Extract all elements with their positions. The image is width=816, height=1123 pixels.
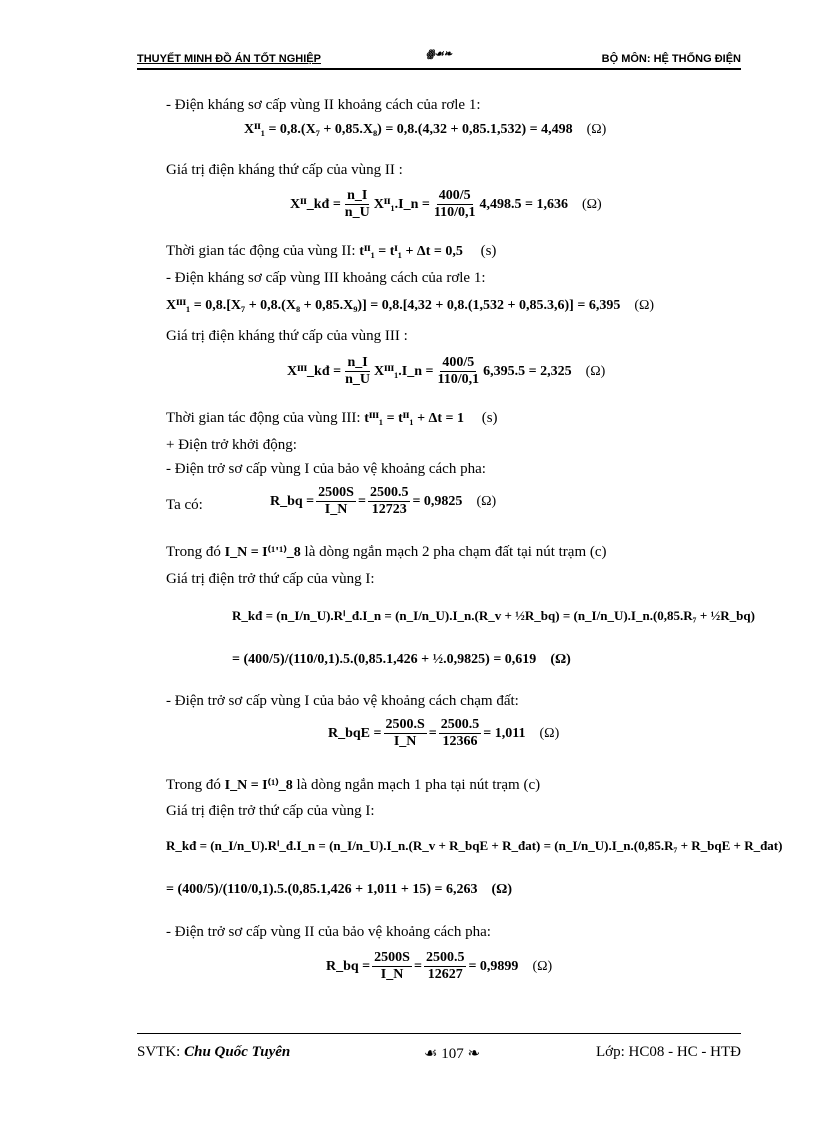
numerator: 400/5 (442, 355, 475, 370)
equation-text: = (400/5)/(110/0,1).5.(0,85.1,426 + ½.0,9825) = 0,619 (232, 652, 537, 667)
ohm-unit: (Ω) (585, 363, 606, 379)
equation-text: Xᴵᴵ₁ = 0,8.(X₇ + 0,85.X₈) = 0,8.(4,32 + 0,85.1,532) = 4,498 (244, 122, 573, 137)
fraction (439, 717, 482, 750)
denominator: 12627 (427, 967, 463, 982)
footer-author (137, 1044, 290, 1061)
numerator: 400/5 (438, 188, 471, 203)
header-title: THUYẾT MINH ĐỒ ÁN TỐT NGHIỆP (137, 53, 321, 65)
eq-rhs: = 1,011 (483, 725, 526, 741)
page-footer (137, 1033, 741, 1064)
fraction (316, 485, 356, 518)
numerator: 2500.5 (425, 950, 465, 965)
denominator: n_U (344, 205, 370, 220)
equation: R_bqE = $\frac{2500.S}{I\_N}$ = $\frac{2500.5}{12366}$ = 1,011 (Ω) (328, 717, 560, 749)
text-line: - Điện kháng sơ cấp vùng II khoảng cách của rơle 1: (166, 97, 481, 113)
equation: R_kđ = (n_I/n_U).Rⁱ_đ.I_n = (n_I/n_U).I_n.(R_v + ½R_bq) = (n_I/n_U).I_n.(0,85.R₇ + ½R_bq) (232, 608, 755, 623)
denominator: 110/0,1 (437, 372, 480, 387)
denominator: n_U (345, 372, 371, 387)
equation (287, 355, 605, 388)
equation-text: = (400/5)/(110/0,1).5.(0,85.1,426 + 1,011 + 15) = 6,263 (166, 882, 478, 897)
fraction (343, 355, 372, 388)
text-line: - Điện kháng sơ cấp vùng III khoảng cách của rơle 1: (166, 270, 486, 286)
text-line (166, 243, 496, 260)
numerator: 2500.5 (440, 717, 480, 732)
fraction (435, 355, 481, 388)
equation-text: Xᴵᴵᴵ₁ = 0,8.[X₇ + 0,8.(X₈ + 0,85.X₉)] = 0,8.[4,32 + 0,8.(1,532 + 0,85.3,6)] = 6,395 (166, 298, 621, 313)
eq-lhs: R_bq = (270, 493, 315, 509)
equation (244, 122, 606, 138)
text-line: + Điện trở khởi động: (166, 437, 297, 453)
text-span: Thời gian tác động của vùng II: (166, 243, 356, 259)
numerator: 2500.S (385, 717, 425, 732)
ohm-unit: (Ω) (476, 493, 497, 509)
inline-equation: tᴵᴵᴵ₁ = tᴵᴵ₁ + Δt = 1 (364, 411, 464, 426)
equation (232, 652, 571, 668)
ohm-unit: (Ω) (634, 298, 655, 313)
inline-equation: tᴵᴵ₁ = tᴵ₁ + Δt = 0,5 (359, 244, 463, 259)
text-line: Giá trị điện kháng thứ cấp của vùng III : (166, 328, 408, 344)
text-line: Giá trị điện trở thứ cấp của vùng I: (166, 571, 375, 587)
eq-lhs: R_bq = (326, 958, 371, 974)
ohm-unit: (Ω) (491, 882, 513, 897)
footer-author-label: SVTK: (137, 1044, 181, 1060)
text-line: - Điện trở sơ cấp vùng I của bảo vệ khoảng cách pha: (166, 461, 486, 477)
eq-rhs: 6,395.5 = 2,325 (483, 363, 572, 379)
ohm-unit: (Ω) (581, 196, 602, 212)
denominator: I_N (380, 967, 404, 982)
equation (290, 188, 602, 221)
equation (166, 882, 512, 898)
fraction (343, 188, 372, 221)
footer-author-name: Chu Quốc Tuyên (184, 1044, 291, 1060)
eq-lhs: Xᴵᴵ_kđ = (290, 196, 341, 212)
numerator: 2500.5 (369, 485, 409, 500)
text-line: Ta có: (166, 497, 203, 513)
header-department: BỘ MÔN: HỆ THỐNG ĐIỆN (601, 53, 741, 65)
text-span: là dòng ngắn mạch 2 pha chạm đất tại nút trạm (c) (304, 544, 607, 560)
eq-mid: Xᴵᴵ₁.I_n = (373, 196, 430, 212)
ohm-unit: (Ω) (550, 652, 571, 667)
fraction (384, 717, 427, 750)
denominator: I_N (393, 734, 417, 749)
denominator: 110/0,1 (433, 205, 476, 220)
text-line (166, 410, 498, 427)
header-ornament: ꙮ☙❧ (426, 49, 453, 60)
fraction (368, 485, 411, 518)
page-header (137, 50, 741, 70)
fraction (372, 950, 412, 983)
text-line (166, 777, 540, 794)
unit: (s) (481, 410, 498, 426)
ohm-unit: (Ω) (539, 725, 560, 741)
denominator: I_N (324, 502, 348, 517)
text-line: Giá trị điện kháng thứ cấp của vùng II : (166, 162, 403, 178)
equation: R_kđ = (n_I/n_U).Rⁱ_đ.I_n = (n_I/n_U).I_n.(R_v + R_bqE + R_đat) = (n_I/n_U).I_n.(0,85.R₇ + R_bqE + R_đat) (166, 838, 783, 853)
equation (166, 298, 654, 314)
eq-rhs: = 0,9899 (468, 958, 519, 974)
text-line (166, 544, 607, 561)
ohm-unit: (Ω) (586, 122, 607, 137)
numerator: 2500S (374, 950, 410, 965)
page-number: ☙ 107 ❧ (424, 1046, 481, 1062)
denominator: 12366 (442, 734, 478, 749)
text-line: - Điện trở sơ cấp vùng I của bảo vệ khoảng cách chạm đất: (166, 693, 519, 709)
inline-equation: I_N = I⁽¹'¹⁾_8 (224, 545, 301, 560)
text-line: - Điện trở sơ cấp vùng II của bảo vệ khoảng cách pha: (166, 924, 491, 940)
numerator: n_I (347, 355, 368, 370)
eq-mid: Xᴵᴵᴵ₁.I_n = (374, 363, 434, 379)
fraction (424, 950, 467, 983)
denominator: 12723 (371, 502, 407, 517)
inline-equation: I_N = I⁽¹⁾_8 (224, 778, 293, 793)
eq-lhs: R_bqE = (328, 725, 382, 741)
text-span: là dòng ngắn mạch 1 pha tại nút trạm (c) (296, 777, 541, 793)
equation: R_bq = $\frac{2500S}{I\_N}$ = $\frac{2500.5}{12627}$ = 0,9899 (Ω) (326, 950, 553, 982)
eq-rhs: 4,498.5 = 1,636 (479, 196, 568, 212)
footer-class: Lớp: HC08 - HC - HTĐ (595, 1044, 741, 1060)
eq-lhs: Xᴵᴵᴵ_kđ = (287, 363, 342, 379)
equation: R_bq = $\frac{2500S}{I\_N}$ = $\frac{2500.5}{12723}$ = 0,9825 (Ω) (270, 485, 497, 517)
text-span: Thời gian tác động của vùng III: (166, 410, 361, 426)
unit: (s) (480, 243, 497, 259)
fraction (432, 188, 478, 221)
numerator: 2500S (318, 485, 354, 500)
numerator: n_I (347, 188, 368, 203)
text-span: Trong đó (166, 544, 221, 560)
ohm-unit: (Ω) (532, 958, 553, 974)
eq-rhs: = 0,9825 (412, 493, 463, 509)
text-line: Giá trị điện trở thứ cấp của vùng I: (166, 803, 375, 819)
text-span: Trong đó (166, 777, 221, 793)
